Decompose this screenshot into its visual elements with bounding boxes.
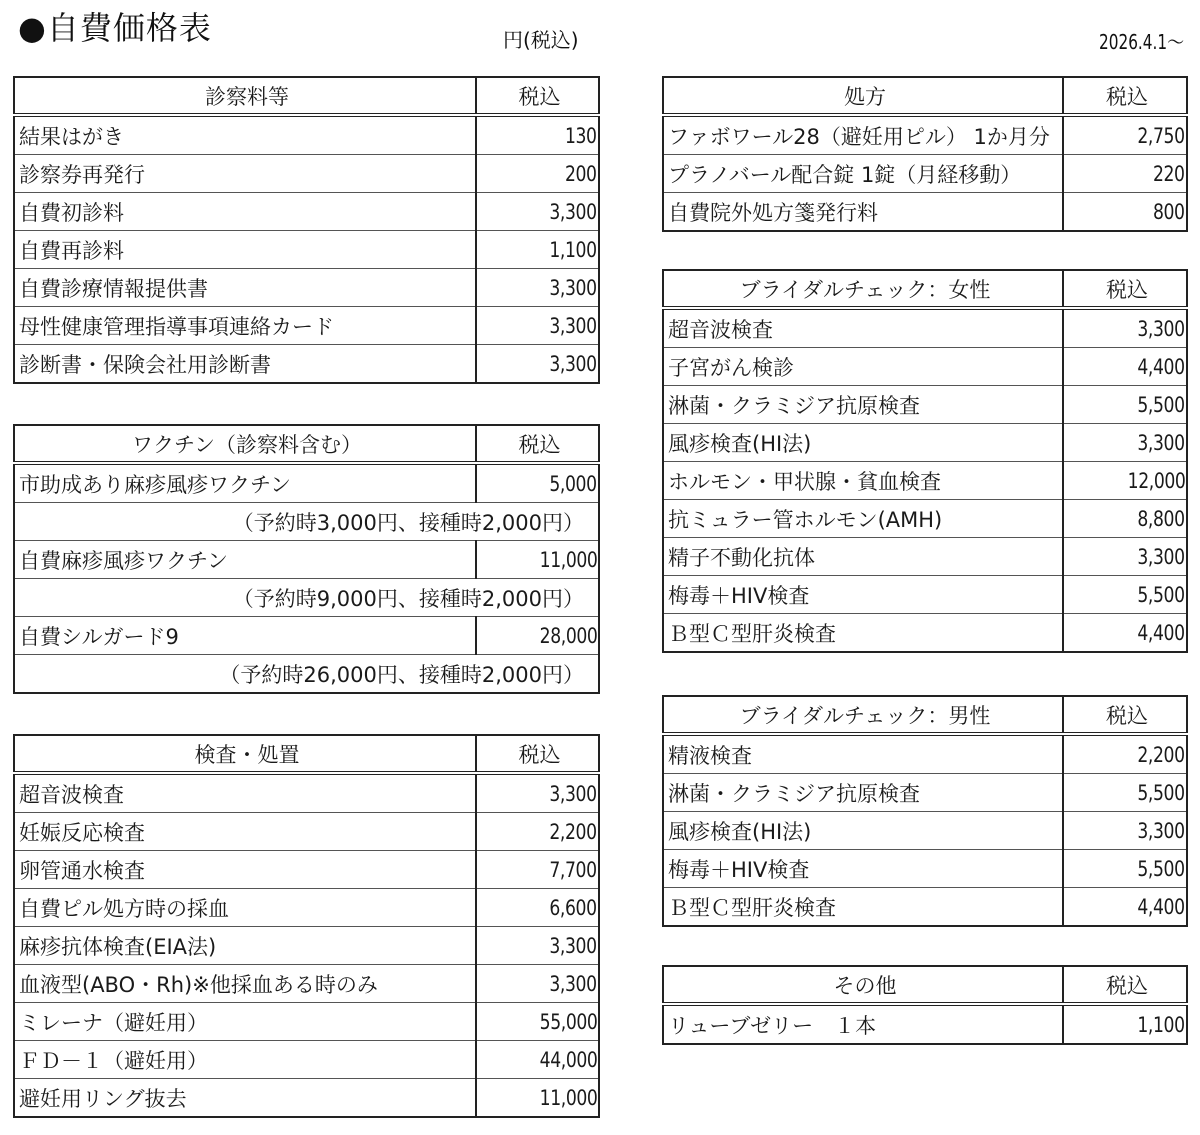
item-price: 3,300 [549,313,597,338]
item-name: 抗ミュラー管ホルモン(AMH) [663,500,1063,538]
item-name: 風疹検査(HI法) [663,812,1063,850]
table-header-row [663,966,1187,1004]
prescription-table [662,76,1188,232]
item-price: 3,300 [549,971,597,996]
item-name: リューブゼリー １本 [663,1004,1063,1044]
item-name: 母性健康管理指導事項連絡カード [14,307,476,345]
table-row [14,889,599,927]
section-title: 処方 [663,77,1063,115]
item-price: 5,500 [1137,780,1185,805]
table-row [663,462,1187,500]
item-price: 800 [1153,199,1185,224]
item-name: プラノバール配合錠 1錠（月経移動） [663,155,1063,193]
section-title: ブライダルチェック：女性 [663,270,1063,308]
vaccine-table [13,424,600,694]
item-name: 梅毒＋HIV検査 [663,576,1063,614]
item-price: 5,000 [549,471,597,496]
item-price: 220 [1153,161,1185,186]
page-title: ●自費価格表 [18,9,212,47]
item-price: 3,300 [1137,430,1185,455]
table-header-row [14,735,599,773]
section-title: ワクチン（診察料含む） [14,425,476,463]
table-header-row [14,425,599,463]
item-name: Ｂ型Ｃ型肝炎検査 [663,614,1063,653]
item-price: 2,200 [1137,742,1185,767]
table-row [14,463,599,503]
table-row [14,1041,599,1079]
table-row [663,1004,1187,1044]
item-name: Ｂ型Ｃ型肝炎検査 [663,888,1063,927]
table-row [14,1079,599,1118]
item-price: 3,300 [549,933,597,958]
payment-breakdown-note: （予約時26,000円、接種時2,000円） [14,655,599,694]
item-price: 2,200 [549,819,597,844]
item-name: 自費診療情報提供書 [14,269,476,307]
item-price: 3,300 [1137,544,1185,569]
item-name: ＦＤ－１（避妊用） [14,1041,476,1079]
price-column-header: 税込 [1063,270,1187,308]
item-price: 1,100 [1137,1012,1185,1037]
item-name: 自費シルガード9 [14,617,476,655]
table-row [663,500,1187,538]
item-price: 4,400 [1137,354,1185,379]
item-price: 4,400 [1137,894,1185,919]
table-row [663,734,1187,774]
table-header-row [14,77,599,115]
item-price: 2,750 [1137,123,1185,148]
item-price: 5,500 [1137,392,1185,417]
item-price: 4,400 [1137,620,1185,645]
price-column-header: 税込 [1063,696,1187,734]
item-name: 梅毒＋HIV検査 [663,850,1063,888]
item-name: 自費初診料 [14,193,476,231]
table-row [663,888,1187,927]
item-name: 超音波検査 [14,773,476,813]
effective-date: 2026.4.1〜 [1098,30,1184,54]
table-note-row [14,655,599,694]
table-header-row [663,270,1187,308]
item-name: 自費院外処方箋発行料 [663,193,1063,232]
section-title: 診察料等 [14,77,476,115]
item-name: ホルモン・甲状腺・貧血検査 [663,462,1063,500]
item-price: 200 [565,161,597,186]
table-row [663,424,1187,462]
item-name: 卵管通水検査 [14,851,476,889]
other-table [662,965,1188,1045]
item-name: 結果はがき [14,115,476,155]
table-row [14,773,599,813]
table-row [14,813,599,851]
item-name: 診察券再発行 [14,155,476,193]
table-row [663,576,1187,614]
item-price: 3,300 [1137,316,1185,341]
item-price: 55,000 [539,1009,597,1034]
price-column-header: 税込 [476,735,599,773]
item-price: 3,300 [549,199,597,224]
item-name: 妊娠反応検査 [14,813,476,851]
item-name: 精液検査 [663,734,1063,774]
item-name: 子宮がん検診 [663,348,1063,386]
item-price: 5,500 [1137,582,1185,607]
item-price: 28,000 [539,623,597,648]
item-name: 自費麻疹風疹ワクチン [14,541,476,579]
table-row [14,927,599,965]
consultation-fee-table [13,76,600,384]
table-row [663,812,1187,850]
table-row [14,541,599,579]
item-name: 市助成あり麻疹風疹ワクチン [14,463,476,503]
item-price: 12,000 [1127,468,1185,493]
item-price: 1,100 [549,237,597,262]
item-name: 風疹検査(HI法) [663,424,1063,462]
item-price: 11,000 [539,1085,597,1110]
item-name: ファボワール28（避妊用ピル） 1か月分 [663,115,1063,155]
table-header-row [663,77,1187,115]
item-name: ミレーナ（避妊用） [14,1003,476,1041]
item-price: 3,300 [549,781,597,806]
table-row [663,386,1187,424]
item-price: 3,300 [1137,818,1185,843]
item-price: 5,500 [1137,856,1185,881]
payment-breakdown-note: （予約時9,000円、接種時2,000円） [14,579,599,617]
price-column-header: 税込 [476,77,599,115]
section-title: ブライダルチェック：男性 [663,696,1063,734]
section-title: その他 [663,966,1063,1004]
item-name: 淋菌・クラミジア抗原検査 [663,774,1063,812]
table-header-row [663,696,1187,734]
table-note-row [14,579,599,617]
table-row [663,115,1187,155]
table-row [14,269,599,307]
table-row [663,774,1187,812]
payment-breakdown-note: （予約時3,000円、接種時2,000円） [14,503,599,541]
table-row [663,308,1187,348]
table-row [14,193,599,231]
table-row [14,115,599,155]
table-row [663,614,1187,653]
table-row [663,538,1187,576]
tests-procedures-table [13,734,600,1118]
price-column-header: 税込 [1063,77,1187,115]
item-name: 麻疹抗体検査(EIA法) [14,927,476,965]
table-row [14,231,599,269]
item-name: 自費再診料 [14,231,476,269]
table-row [663,193,1187,232]
table-row [14,307,599,345]
table-row [663,850,1187,888]
price-column-header: 税込 [476,425,599,463]
price-column-header: 税込 [1063,966,1187,1004]
item-name: 診断書・保険会社用診断書 [14,345,476,384]
table-row [14,617,599,655]
item-name: 超音波検査 [663,308,1063,348]
table-row [14,1003,599,1041]
item-name: 血液型(ABO・Rh)※他採血ある時のみ [14,965,476,1003]
table-note-row [14,503,599,541]
item-name: 自費ピル処方時の採血 [14,889,476,927]
table-row [663,348,1187,386]
table-row [14,851,599,889]
item-price: 3,300 [549,351,597,376]
item-price: 8,800 [1137,506,1185,531]
item-price: 7,700 [549,857,597,882]
item-name: 精子不動化抗体 [663,538,1063,576]
bridal-check-male-table [662,695,1188,927]
table-row [14,345,599,384]
table-row [663,155,1187,193]
table-row [14,155,599,193]
item-name: 淋菌・クラミジア抗原検査 [663,386,1063,424]
item-price: 130 [565,123,597,148]
table-row [14,965,599,1003]
bridal-check-female-table [662,269,1188,653]
item-price: 44,000 [539,1047,597,1072]
item-price: 3,300 [549,275,597,300]
item-price: 11,000 [539,547,597,572]
item-name: 避妊用リング抜去 [14,1079,476,1118]
price-unit-label: 円(税込) [503,28,579,52]
section-title: 検査・処置 [14,735,476,773]
item-price: 6,600 [549,895,597,920]
